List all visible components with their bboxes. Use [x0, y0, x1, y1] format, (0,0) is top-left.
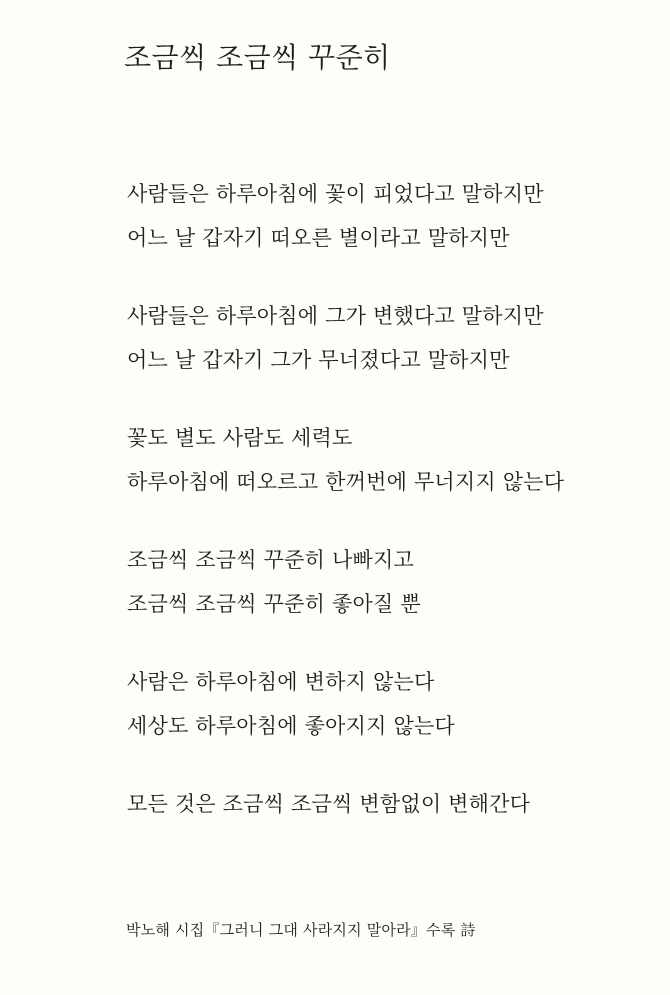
source-credit: 박노해 시집『그러니 그대 사라지지 말아라』수록 詩 [126, 921, 476, 939]
poem-line: 조금씩 조금씩 꾸준히 나빠지고 [127, 548, 414, 572]
poem-line: 모든 것은 조금씩 조금씩 변함없이 변해간다 [127, 792, 531, 816]
poem-line: 조금씩 조금씩 꾸준히 좋아질 뿐 [127, 592, 421, 616]
stanza-5 [127, 660, 647, 748]
stanza-2 [127, 294, 647, 382]
poem-body [127, 172, 647, 860]
poem-line: 꽃도 별도 사람도 세력도 [127, 426, 353, 450]
poem-line: 세상도 하루아침에 좋아지지 않는다 [127, 714, 455, 738]
stanza-3 [127, 416, 647, 504]
poem-line: 사람들은 하루아침에 그가 변했다고 말하지만 [127, 304, 544, 328]
poem-line: 하루아침에 떠오르고 한꺼번에 무너지지 않는다 [127, 470, 565, 494]
poem-line: 사람들은 하루아침에 꽃이 피었다고 말하지만 [127, 182, 544, 206]
stanza-4 [127, 538, 647, 626]
poem-line: 어느 날 갑자기 그가 무너졌다고 말하지만 [127, 348, 510, 372]
poem-title: 조금씩 조금씩 꾸준히 [124, 41, 391, 74]
stanza-1 [127, 172, 647, 260]
poem-line: 어느 날 갑자기 떠오른 별이라고 말하지만 [127, 226, 510, 250]
poem-line: 사람은 하루아침에 변하지 않는다 [127, 670, 435, 694]
stanza-6 [127, 782, 647, 826]
